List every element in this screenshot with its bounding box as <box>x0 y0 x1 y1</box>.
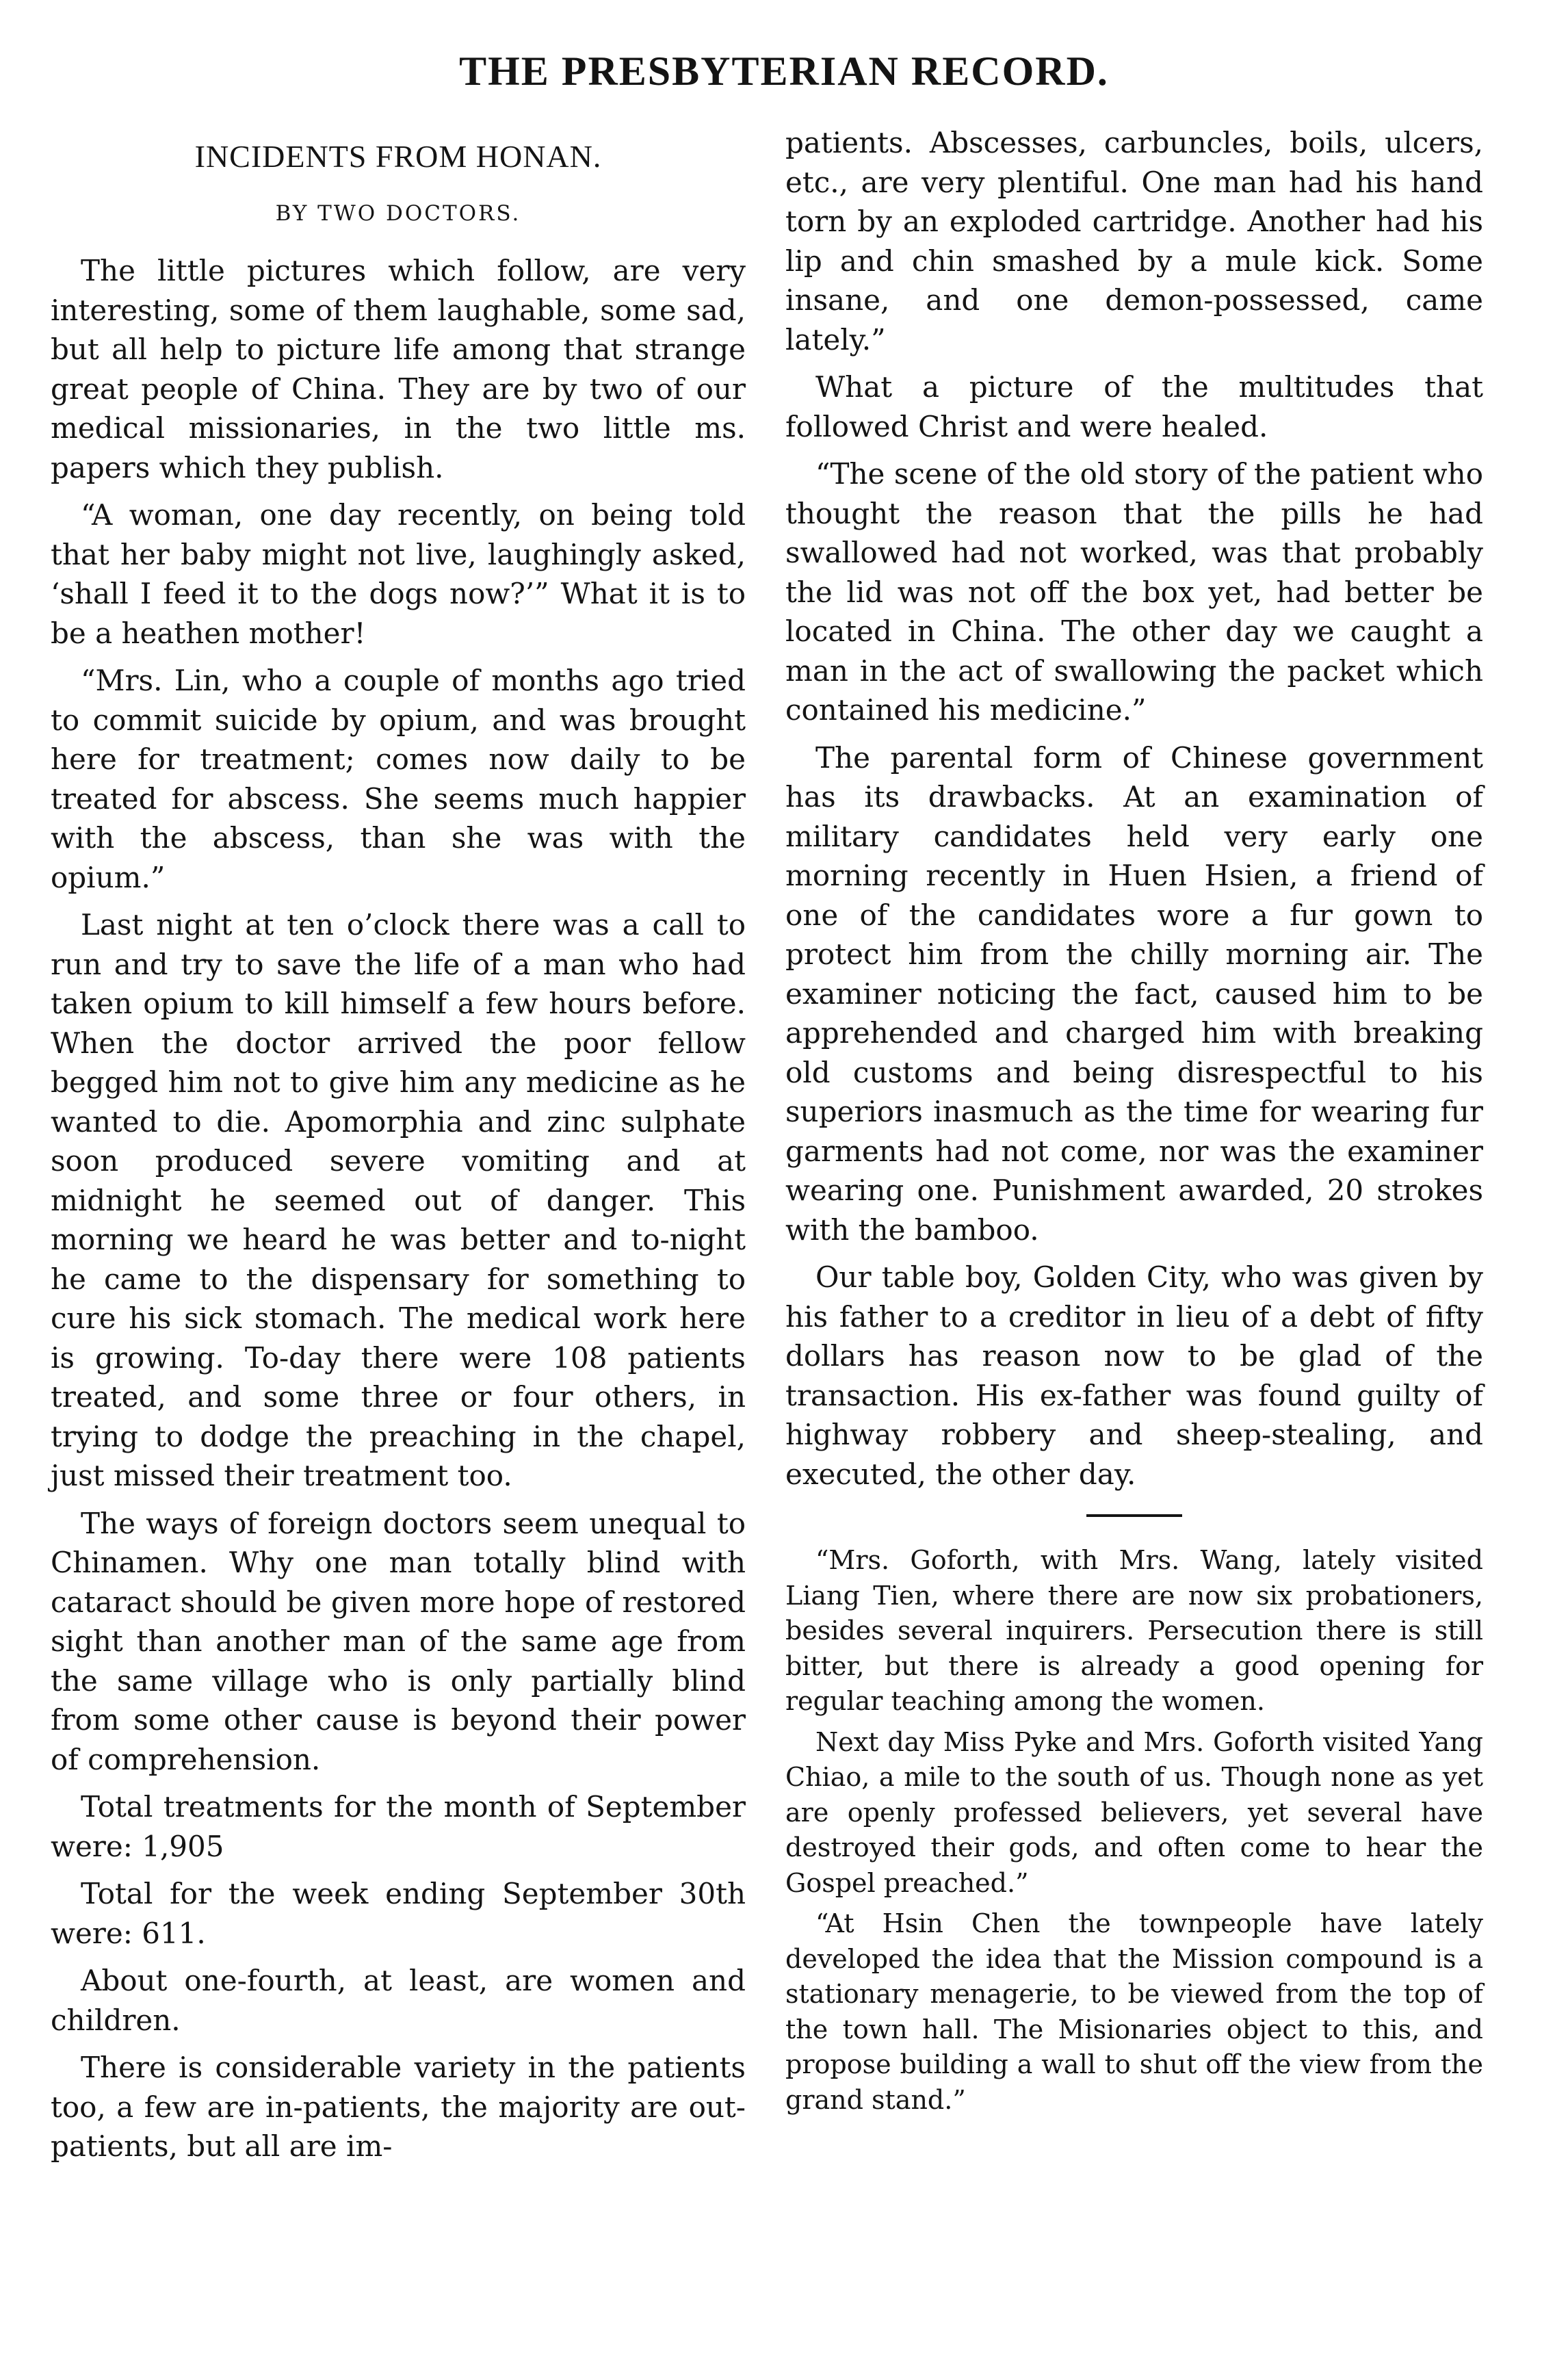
paragraph: The ways of foreign doctors seem unequal to Chinamen. Why one man totally blind with cataract should be given more hope of restored sight than another man of the same age from the same village who is only partially blind from some other cause is beyond their power of comprehension. <box>51 1506 746 1776</box>
masthead: THE PRESBYTERIAN RECORD. <box>459 49 1109 94</box>
section-divider <box>1086 1514 1182 1517</box>
note-paragraph: “At Hsin Chen the townpeople have lately developed the idea that the Mission compound is a stationary menagerie, to be viewed from the top of the town hall. The Misionaries object to this, and propose building a wall to shut off the view from the grand stand.” <box>785 1908 1483 2115</box>
right-column <box>785 123 1483 2123</box>
paragraph: Total treatments for the month of September were: 1,905 <box>51 1790 746 1863</box>
left-column <box>51 123 746 2175</box>
article-byline: BY TWO DOCTORS. <box>275 200 521 226</box>
paragraph: What a picture of the multitudes that followed Christ and were healed. <box>785 370 1483 443</box>
paragraph: patients. Abscesses, carbuncles, boils, ulcers, etc., are very plentiful. One man had his hand torn by an exploded cartridge. Another had his lip and chin smashed by a mule kick. Some insane, and one demon-possessed, came lately.” <box>785 126 1483 356</box>
paragraph: Total for the week ending September 30th were: 611. <box>51 1877 746 1950</box>
paragraph: About one-fourth, at least, are women and children. <box>51 1964 746 2037</box>
paragraph: Last night at ten o’clock there was a call to run and try to save the life of a man who had taken opium to kill himself a few hours before. When the doctor arrived the poor fellow begged him not to give him any medicine as he wanted to die. Apomorphia and zinc sulphate soon produced severe vomiting and at midnight he seemed out of danger. This morning we heard he was better and to-night he came to the dispensary for something to cure his sick stomach. The medical work here is growing. To-day there were 108 patients treated, and some three or four others, in trying to dodge the preaching in the chapel, just missed their treatment too. <box>51 908 746 1492</box>
note-paragraph: Next day Miss Pyke and Mrs. Goforth visited Yang Chiao, a mile to the south of us. Though none as yet are openly professed believers, yet several have destroyed their gods, and often come to hear the Gospel preached.” <box>785 1726 1483 1898</box>
paragraph: “A woman, one day recently, on being told that her baby might not live, laughingly asked, ‘shall I feed it to the dogs now?’” What it is to be a heathen mother! <box>51 498 746 650</box>
note-paragraph: “Mrs. Goforth, with Mrs. Wang, lately visited Liang Tien, where there are now six probationers, besides several inquirers. Persecution there is still bitter, but there is already a good opening for regular teaching among the women. <box>785 1545 1483 1716</box>
article-title: INCIDENTS FROM HONAN. <box>194 139 602 174</box>
paragraph: The little pictures which follow, are very interesting, some of them laughable, some sad, but all help to picture life among that strange great people of China. They are by two of our medical missionaries, in the two little ms. papers which they publish. <box>51 254 746 484</box>
paragraph: “Mrs. Lin, who a couple of months ago tried to commit suicide by opium, and was brought here for treatment; comes now daily to be treated for abscess. She seems much happier with the abscess, than she was with the opium.” <box>51 664 746 894</box>
paragraph: Our table boy, Golden City, who was given by his father to a creditor in lieu of a debt of fifty dollars has reason now to be glad of the transaction. His ex-father was found guilty of highway robbery and sheep-stealing, and executed, the other day. <box>785 1260 1483 1491</box>
paragraph: There is considerable variety in the patients too, a few are in-patients, the majority are out-patients, but all are im- <box>51 2051 746 2163</box>
paragraph: The parental form of Chinese government has its drawbacks. At an examination of military candidates held very early one morning recently in Huen Hsien, a friend of one of the candidates wore a fur gown to protect him from the chilly morning air. The examiner noticing the fact, caused him to be apprehended and charged him with breaking old customs and being disrespectful to his superiors inasmuch as the time for wearing fur garments had not come, nor was the examiner wearing one. Punishment awarded, 20 strokes with the bamboo. <box>785 740 1483 1247</box>
paragraph: “The scene of the old story of the patient who thought the reason that the pills he had swallowed had not worked, was that probably the lid was not off the box yet, had better be located in China. The other day we caught a man in the act of swallowing the packet which contained his medicine.” <box>785 457 1483 727</box>
